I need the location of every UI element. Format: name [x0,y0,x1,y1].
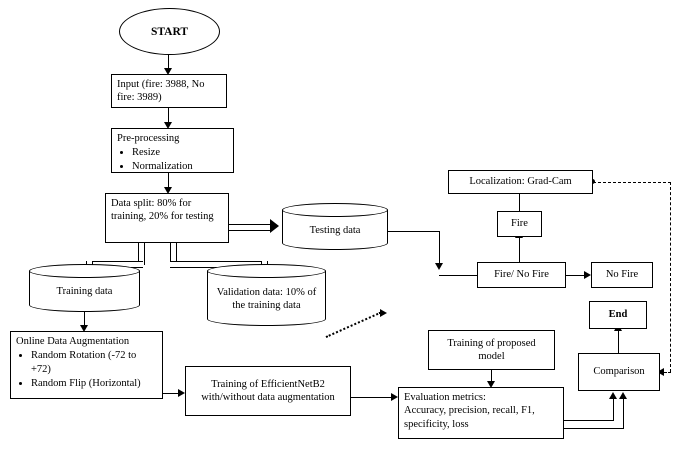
node-fire [497,211,542,237]
node-validation-data-label: Validation data: 10% of the training data [216,286,317,311]
edge-firenofire-to-nofire [566,275,586,276]
edge-firenofire-inlet [439,275,477,276]
edge-effnet-to-evaluation [351,397,395,398]
node-data-split-label: Data split: 80% for training, 20% for testing [111,198,214,223]
edge-localization-feedback-v [670,182,671,372]
edge-evaluation-to-comparison-h1 [564,420,614,421]
node-preprocessing-title: Pre-processing [117,133,180,144]
node-input-label: Input (fire: 3988, No fire: 3989) [117,79,205,104]
node-training-data-label: Training data [56,286,113,298]
node-online-data-augmentation [10,331,163,399]
node-evaluation-body: Accuracy, precision, recall, F1, specificity, loss [404,405,535,430]
arrowhead-validation-to-training-proposed [380,309,387,317]
arrowhead-testing-to-firenofire [435,263,443,270]
edge-preprocessing-to-datasplit [168,173,169,188]
node-end [589,301,647,329]
edge-localization-feedback-h-top [593,182,671,183]
edge-validation-to-training-proposed [326,312,382,338]
node-validation-data [207,264,326,326]
edge-evaluation-to-comparison-v2 [623,398,624,428]
node-fire-no-fire-label: Fire/ No Fire [494,269,549,281]
arrowhead-augmentation-to-effnet [178,389,185,397]
node-augmentation-list [16,349,157,390]
edge-datasplit-to-testing [229,224,272,231]
node-comparison-label: Comparison [593,366,645,378]
node-training-data [29,264,140,312]
node-start-label: START [150,25,189,38]
node-training-efficientnetb2 [185,366,351,416]
node-preprocessing [111,128,234,173]
edge-fire-to-localization [519,193,520,211]
node-training-proposed-model-label: Training of proposed model [447,337,536,362]
node-input [111,74,227,108]
arrowhead-effnet-to-evaluation [391,393,398,401]
node-evaluation-metrics [398,387,564,439]
node-testing-data-label: Testing data [309,224,361,236]
node-data-split [105,193,229,243]
node-fire-label: Fire [511,218,528,230]
arrowhead-evaluation-to-comparison-1 [609,392,617,399]
arrowhead-evaluation-to-comparison-2 [619,392,627,399]
edge-evaluation-to-comparison-h2 [564,428,624,429]
node-end-label: End [608,309,628,321]
edge-comparison-to-end [618,330,619,353]
edge-start-to-input [168,53,169,69]
node-testing-data [282,203,388,250]
edge-training-to-augmentation [84,312,85,326]
node-comparison [578,353,660,391]
edge-augmentation-to-effnet [163,393,179,394]
node-localization [448,170,593,194]
node-training-efficientnetb2-label: Training of EfficientNetB2 with/without data augmentation [201,378,335,403]
augmentation-item-rotation: • Random Rotation (-72 to +72) [31,349,157,376]
arrowhead-datasplit-to-testing [270,219,279,233]
edge-firenofire-to-fire [519,237,520,262]
augmentation-item-flip: • Random Flip (Horizontal) [31,377,157,391]
edge-testing-to-firenofire-h [388,231,440,232]
node-fire-no-fire [477,262,566,288]
node-no-fire-label: No Fire [605,269,639,281]
preprocessing-item-normalization: • Normalization [132,160,228,174]
node-localization-label: Localization: Grad-Cam [469,176,572,188]
node-start [119,8,220,55]
node-no-fire [591,262,653,288]
edge-testing-to-firenofire-v [439,231,440,264]
edge-evaluation-to-comparison-v1 [613,398,614,420]
node-training-proposed-model [428,330,555,370]
preprocessing-item-resize: • Resize [132,146,228,160]
node-augmentation-title: Online Data Augmentation [16,336,130,347]
arrowhead-firenofire-to-nofire [584,271,591,279]
node-preprocessing-list [117,146,228,173]
node-evaluation-title: Evaluation metrics: [404,392,486,403]
edge-input-to-preprocessing [168,108,169,123]
